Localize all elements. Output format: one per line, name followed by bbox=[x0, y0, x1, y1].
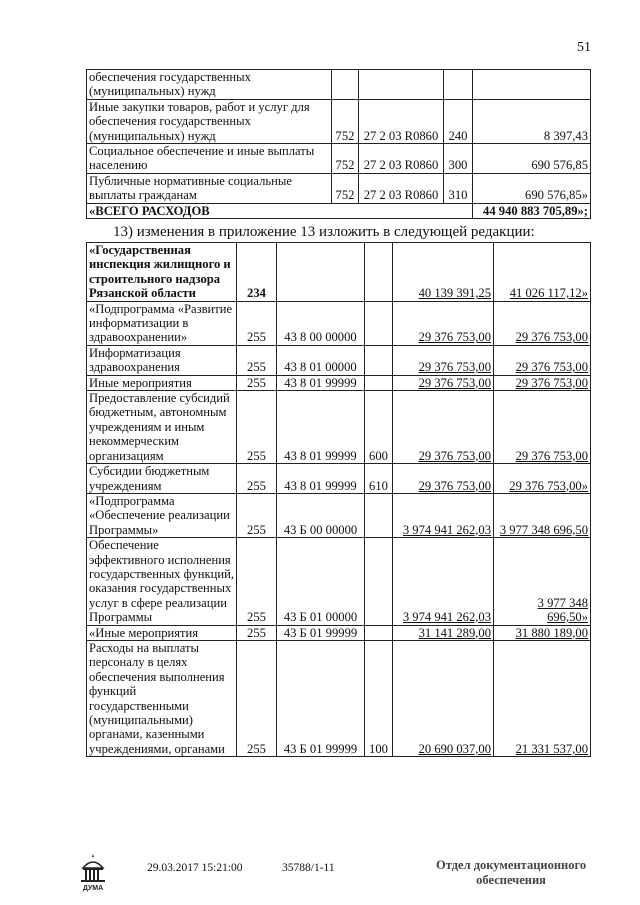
row-amount bbox=[473, 70, 591, 100]
row-name: Информатизация здравоохранения bbox=[87, 345, 237, 375]
footer-datetime: 29.03.2017 15:21:00 bbox=[147, 862, 243, 874]
row-code: 255 bbox=[237, 301, 277, 345]
row-code: 752 bbox=[332, 144, 359, 174]
table-row bbox=[87, 345, 591, 375]
row-kcsr bbox=[359, 70, 444, 100]
row-kcsr: 43 8 01 99999 bbox=[277, 391, 365, 464]
row-amount-year2: 31 880 189,00 bbox=[494, 625, 591, 640]
row-kcsr: 43 8 01 99999 bbox=[277, 375, 365, 390]
row-kvr bbox=[365, 243, 393, 302]
row-amount-year2: 29 376 753,00 bbox=[494, 301, 591, 345]
row-code: 752 bbox=[332, 99, 359, 143]
row-kcsr: 43 8 01 00000 bbox=[277, 345, 365, 375]
row-name: Предоставление субсидий бюджетным, автономным учреждениям и иным некоммерческим организациям bbox=[87, 391, 237, 464]
row-amount-year1: 29 376 753,00 bbox=[393, 301, 494, 345]
total-amount: 44 940 883 705,89»; bbox=[473, 203, 591, 218]
total-label: «ВСЕГО РАСХОДОВ bbox=[87, 203, 473, 218]
row-kvr bbox=[365, 345, 393, 375]
row-kcsr: 27 2 03 R0860 bbox=[359, 173, 444, 203]
stamp-line-2: обеспечения bbox=[476, 873, 546, 887]
department-stamp bbox=[436, 858, 586, 888]
row-kcsr: 43 Б 00 00000 bbox=[277, 493, 365, 537]
row-amount-year1: 29 376 753,00 bbox=[393, 391, 494, 464]
row-kvr: 240 bbox=[444, 99, 473, 143]
row-name: Обеспечение эффективного исполнения государственных функций, оказания государственных услуг в сфере реализации Программы bbox=[87, 538, 237, 625]
row-code: 255 bbox=[237, 375, 277, 390]
row-kvr: 300 bbox=[444, 144, 473, 174]
row-kcsr: 27 2 03 R0860 bbox=[359, 144, 444, 174]
row-kvr: 610 bbox=[365, 464, 393, 494]
table-row bbox=[87, 301, 591, 345]
row-code: 234 bbox=[237, 243, 277, 302]
row-amount-year2: 3 977 348 696,50» bbox=[494, 538, 591, 625]
row-kvr bbox=[365, 301, 393, 345]
table-row bbox=[87, 391, 591, 464]
row-amount-year1: 29 376 753,00 bbox=[393, 375, 494, 390]
row-kcsr: 43 Б 01 99999 bbox=[277, 640, 365, 756]
duma-logo-icon bbox=[78, 852, 108, 892]
row-kvr bbox=[365, 493, 393, 537]
row-code: 255 bbox=[237, 625, 277, 640]
row-name: обеспечения государственных (муниципальных) нужд bbox=[87, 70, 332, 100]
row-kcsr bbox=[277, 243, 365, 302]
row-name: Публичные нормативные социальные выплаты гражданам bbox=[87, 173, 332, 203]
row-code: 255 bbox=[237, 391, 277, 464]
row-code: 255 bbox=[237, 640, 277, 756]
row-kvr bbox=[365, 375, 393, 390]
row-code: 255 bbox=[237, 538, 277, 625]
table-row bbox=[87, 538, 591, 625]
row-amount-year1: 40 139 391,25 bbox=[393, 243, 494, 302]
row-amount-year2: 29 376 753,00 bbox=[494, 345, 591, 375]
row-amount-year1: 29 376 753,00 bbox=[393, 464, 494, 494]
table-row bbox=[87, 464, 591, 494]
row-amount-year1: 29 376 753,00 bbox=[393, 345, 494, 375]
table-row bbox=[87, 144, 591, 174]
row-code bbox=[332, 70, 359, 100]
row-kvr: 600 bbox=[365, 391, 393, 464]
row-amount-year1: 31 141 289,00 bbox=[393, 625, 494, 640]
row-code: 255 bbox=[237, 493, 277, 537]
table-row bbox=[87, 625, 591, 640]
table-row bbox=[87, 99, 591, 143]
row-kcsr: 43 8 01 99999 bbox=[277, 464, 365, 494]
row-name: «Подпрограмма «Развитие информатизации в здравоохранении» bbox=[87, 301, 237, 345]
row-name: «Иные мероприятия bbox=[87, 625, 237, 640]
table-row bbox=[87, 375, 591, 390]
row-name: Социальное обеспечение и иные выплаты населению bbox=[87, 144, 332, 174]
row-name: «Государственная инспекция жилищного и строительного надзора Рязанской области bbox=[87, 243, 237, 302]
row-code: 255 bbox=[237, 345, 277, 375]
row-name: Расходы на выплаты персоналу в целях обеспечения выполнения функций государственными (муниципальными) органами, казенными учреждениями, органами bbox=[87, 640, 237, 756]
row-amount-year2: 3 977 348 696,50 bbox=[494, 493, 591, 537]
table-row bbox=[87, 493, 591, 537]
total-row bbox=[87, 203, 591, 218]
row-amount-year2: 29 376 753,00 bbox=[494, 375, 591, 390]
page-number: 51 bbox=[577, 40, 591, 55]
expenditure-table-main bbox=[86, 242, 591, 757]
table-row bbox=[87, 173, 591, 203]
row-kcsr: 27 2 03 R0860 bbox=[359, 99, 444, 143]
expenditure-table-top bbox=[86, 69, 591, 219]
row-amount-year1: 3 974 941 262,03 bbox=[393, 493, 494, 537]
row-kvr bbox=[365, 625, 393, 640]
row-kvr bbox=[365, 538, 393, 625]
row-amount-year2: 29 376 753,00 bbox=[494, 391, 591, 464]
row-kvr: 100 bbox=[365, 640, 393, 756]
row-name: «Подпрограмма «Обеспечение реализации Программы» bbox=[87, 493, 237, 537]
row-amount: 690 576,85 bbox=[473, 144, 591, 174]
row-name: Субсидии бюджетным учреждениям bbox=[87, 464, 237, 494]
row-amount-year2: 21 331 537,00 bbox=[494, 640, 591, 756]
row-kcsr: 43 Б 01 99999 bbox=[277, 625, 365, 640]
table-row bbox=[87, 243, 591, 302]
row-amount-year2: 41 026 117,12» bbox=[494, 243, 591, 302]
row-amount-year1: 20 690 037,00 bbox=[393, 640, 494, 756]
table-row bbox=[87, 640, 591, 756]
row-kvr: 310 bbox=[444, 173, 473, 203]
row-name: Иные закупки товаров, работ и услуг для обеспечения государственных (муниципальных) нужд bbox=[87, 99, 332, 143]
footer-doc-number: 35788/1-11 bbox=[282, 862, 335, 874]
row-amount-year2: 29 376 753,00» bbox=[494, 464, 591, 494]
row-code: 255 bbox=[237, 464, 277, 494]
row-kcsr: 43 Б 01 00000 bbox=[277, 538, 365, 625]
row-amount: 690 576,85» bbox=[473, 173, 591, 203]
row-amount: 8 397,43 bbox=[473, 99, 591, 143]
row-code: 752 bbox=[332, 173, 359, 203]
stamp-line-1: Отдел документационного bbox=[436, 858, 587, 872]
logo-text: ДУМА bbox=[82, 885, 104, 892]
amendment-note: 13) изменения в приложение 13 изложить в следующей редакции: bbox=[113, 224, 535, 240]
row-amount-year1: 3 974 941 262,03 bbox=[393, 538, 494, 625]
table-row bbox=[87, 70, 591, 100]
row-kvr bbox=[444, 70, 473, 100]
row-kcsr: 43 8 00 00000 bbox=[277, 301, 365, 345]
row-name: Иные мероприятия bbox=[87, 375, 237, 390]
